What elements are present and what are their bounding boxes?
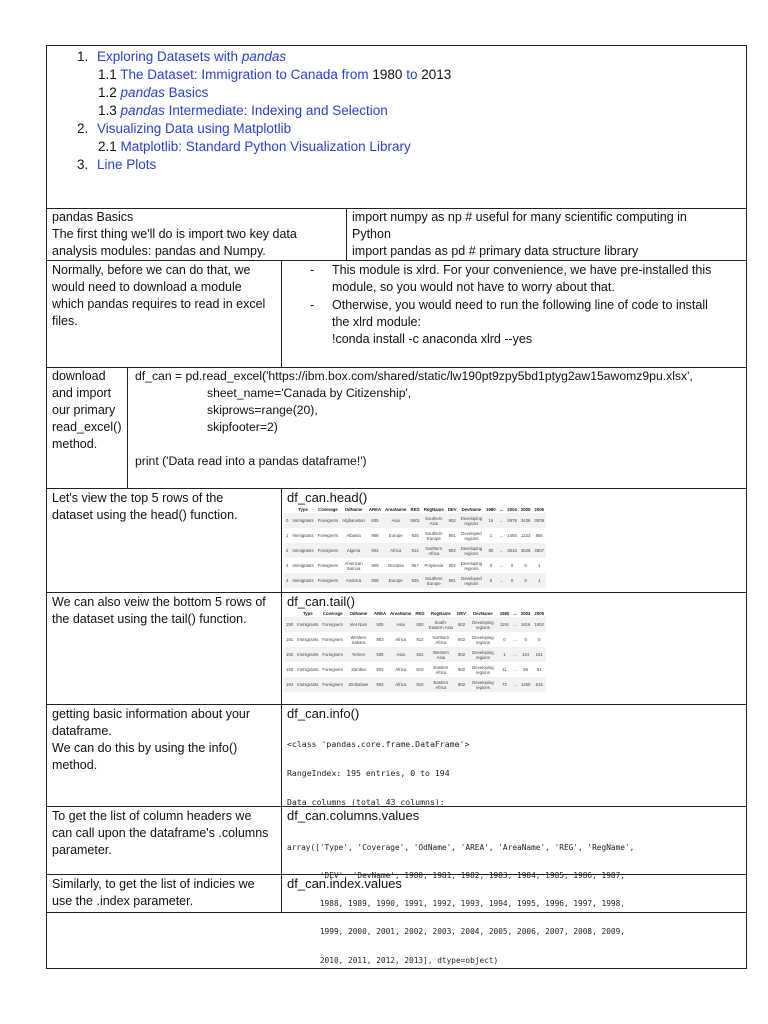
table-cell: Asia [388,647,413,662]
table-cell: 908 [371,533,379,538]
table-row [284,513,546,528]
r4-left-line: Let's view the top 5 rows of the [52,491,224,505]
table-cell: 5501 [408,513,422,528]
table-row [284,558,546,573]
table-header-cell: RegName [423,506,444,512]
table-cell: 902 [457,667,466,672]
table-cell: 4807 [532,543,546,558]
table-cell: Immigrants [295,677,320,692]
table-cell: Polynesia [424,563,444,568]
divider-r5 [46,704,747,705]
r6-left [52,706,250,774]
table-cell: American Samoa [344,560,363,571]
table-cell: ... [498,543,506,558]
table-cell: 72 [498,677,512,692]
head-table-wrap [284,505,546,591]
table-cell: 909 [371,563,379,568]
toc-link-text: Basics [164,85,209,100]
table-cell: Immigrants [292,533,314,538]
table-cell: 615 [532,677,546,692]
r3-left-line: read_excel() [52,420,122,434]
vdivider-r3 [127,367,128,488]
table-header-cell: DEV [457,610,466,616]
toc-link-text: Visualizing Data using Matplotlib [97,121,292,136]
table-cell: Yemen [345,647,372,662]
table-cell: Immigrants [295,617,320,632]
toc-item[interactable] [98,102,388,119]
table-cell: 0 [503,637,506,642]
r3-code-line: sheet_name='Canada by Citizenship', [207,386,412,400]
table-cell: 910 [413,677,426,692]
table-cell: ... [511,647,519,662]
r7-code: df_can.columns.values [287,808,420,823]
toc-item[interactable] [98,84,208,101]
table-cell: Foreigners [322,637,343,642]
r5-left-line: the dataset using the tail() function. [52,612,247,626]
columns-line: 2010, 2011, 2012, 2013], dtype=object) [287,955,499,965]
table-header-cell: AreaName [390,610,412,616]
r8-left-line: use the .index parameter. [52,894,194,908]
r2-left [52,262,265,330]
table-row [284,573,546,588]
table-cell: Southern Europe [425,530,443,541]
table-header-cell: 1980 [499,610,510,616]
table-row [284,543,546,558]
table-cell: Zambia [351,667,366,672]
r6-left-line: We can do this by using the info() [52,741,238,755]
table-cell: 1852 [532,617,546,632]
toc-link-text: 1980 [372,67,403,82]
r2-left-line: Normally, before we can do that, we [52,263,251,277]
columns-output [287,824,634,975]
r3-code-line: skipfooter=2) [207,420,278,434]
toc-link-text: pandas [241,49,287,64]
table-cell: 1450 [507,533,517,538]
table-cell: Immigrants [292,563,314,568]
table-cell: Foreigners [317,533,339,538]
table-header-cell: AreaName [385,506,407,512]
table-cell: 902 [446,543,459,558]
table-cell: 935 [367,513,383,528]
info-line: Data columns (total 43 columns): [287,796,445,805]
table-cell: 903 [367,543,383,558]
r3-code-line: skiprows=range(20), [207,403,318,417]
table-cell: 0 [524,637,527,642]
toc-number: 2. [77,121,89,136]
table-cell: Immigrants [290,573,315,588]
toc-number: 2.1 [98,139,117,154]
table-cell: Albania [346,533,361,538]
columns-line: 1999, 2000, 2001, 2002, 2003, 2004, 2005, 2006, 2007, 2008, 2009, [287,927,625,937]
table-cell: ... [513,667,517,672]
table-cell: 124 [519,647,533,662]
table-cell: 912 [416,637,424,642]
table-cell: Eastern Africa [433,664,449,675]
r8-left-line: Similarly, to get the list of indicies we [52,877,255,891]
table-cell: 1223 [520,533,531,538]
table-cell: Foreigners [320,617,345,632]
table-cell: 0 [524,563,527,568]
table-cell: 902 [457,637,466,642]
table-cell: Developed regions [461,530,482,541]
table-cell: 903 [372,677,388,692]
table-header-row [284,505,546,513]
r2-bullet-line: module, so you would not have to worry about that. [332,280,615,294]
table-cell: Foreigners [320,647,345,662]
table-cell: 11 [502,667,507,672]
table-header-cell: 1980 [486,506,496,512]
table-cell: Developing regions [459,543,485,558]
table-cell: Developed regions [459,573,485,588]
r7-left-line: To get the list of column headers we [52,809,252,823]
r3-left-line: and import [52,386,112,400]
table-cell: 925 [411,533,419,538]
table-cell: Foreigners [322,667,343,672]
toc-link-text: 2013 [421,67,452,82]
divider-r4 [46,592,747,593]
table-cell: ... [499,563,504,568]
table-header-cell: DevName [473,610,493,616]
r1-right-line: import pandas as pd # primary data structure library [352,244,639,258]
table-cell: Immigrants [297,637,319,642]
toc-link-text: The Dataset: Immigration to Canada from [116,67,373,82]
table-cell: South-Eastern Asia [427,617,456,632]
table-cell: 0 [489,563,493,568]
table-cell: 935 [372,617,388,632]
table-cell: Asia [388,617,413,632]
table-cell: 0 [510,563,514,568]
r4-left [52,490,238,524]
table-cell: Immigrants [297,667,319,672]
r2-bullet-line: !conda install -c anaconda xlrd --yes [332,332,533,346]
table-cell: Developing regions [460,560,483,571]
table-cell: 1 [532,573,546,588]
table-cell: 1 [498,647,512,662]
table-cell: 908 [367,573,383,588]
toc-item[interactable] [98,66,451,83]
table-header-cell: 2005 [534,610,544,616]
r2-left-line: files. [52,314,78,328]
table-cell: 3009 [532,513,546,528]
table-cell: Africa [383,543,408,558]
r3-code [135,368,693,470]
columns-line: 1988, 1989, 1990, 1991, 1992, 1993, 1994, 1995, 1996, 1997, 1998, [287,899,625,909]
table-cell: Western Asia [427,647,456,662]
table-header-cell [284,609,295,617]
table-cell: 191 [286,637,294,642]
table-cell: 903 [376,667,384,672]
table-cell: 2 [284,543,290,558]
r2-bullet-line: This module is xlrd. For your convenience, we have pre-installed this [332,263,712,277]
table-header-cell: 2005 [520,506,531,512]
table-cell: ... [511,677,519,692]
toc-item[interactable] [77,156,156,173]
toc-item[interactable] [98,138,411,155]
table-cell: 1 [538,563,541,568]
r2-bullet-1 [332,262,711,296]
r6-left-line: method. [52,758,98,772]
r7-left [52,808,268,859]
table-cell: Afghanistan [340,513,367,528]
table-cell: 920 [413,617,426,632]
table-cell: 80 [484,543,498,558]
r1-left-line: The first thing we'll do is import two key data [52,227,297,241]
table-cell: 192 [284,647,295,662]
table-cell: 3436 [519,513,533,528]
table-cell: 91 [536,667,542,672]
r6-left-line: getting basic information about your [52,707,251,721]
r3-code-line: df_can = pd.read_excel('https://ibm.box.com/shared/static/lw190pt9zpy5bd1ptyg2aw15awomz9pu.xlsx', [135,369,693,383]
tail-table [284,609,546,692]
table-row [284,677,546,692]
toc-link-text: Line Plots [97,157,157,172]
table-header-cell: DEV [447,506,457,512]
table-cell: 1 [489,533,493,538]
r7-left-line: can call upon the dataframe's .columns [52,826,269,840]
table-cell: Foreigners [316,573,341,588]
table-header-cell: ... [513,610,517,616]
toc-link-text: pandas [120,103,165,118]
r1-left [52,209,297,260]
table-cell: 902 [455,617,468,632]
r3-left [52,368,121,453]
toc-link-text: Exploring Datasets with [97,49,242,64]
table-cell: 1191 [498,617,512,632]
r1-right-line: Python [352,227,391,241]
table-cell: Africa [388,677,413,692]
table-row [284,617,546,632]
table-cell: Asia [383,513,408,528]
r5-left [52,594,266,628]
table-header-cell: Type [298,506,308,512]
table-header-cell: OdName [349,610,368,616]
r5-code: df_can.tail() [287,594,355,609]
table-cell: Eastern Africa [427,677,456,692]
table-cell: 4 [284,573,290,588]
toc-link-text: Intermediate: Indexing and Selection [164,103,388,118]
table-cell: Foreigners [317,563,339,568]
table-cell: 0 [519,573,533,588]
table-cell: Africa [395,637,407,642]
table-cell: 3626 [519,543,533,558]
head-table [284,505,546,588]
r4-left-line: dataset using the head() function. [52,508,238,522]
table-cell: Viet Nam [345,617,372,632]
table-cell: Foreigners [316,513,341,528]
r2-bullet-dash-2: - [310,298,315,312]
table-cell: 902 [455,677,468,692]
table-cell: Developing regions [459,513,485,528]
r1-right-line: import numpy as np # useful for many scientific computing in [352,210,687,224]
table-cell: Foreigners [316,543,341,558]
table-row [284,662,546,677]
table-cell: 957 [411,563,419,568]
table-cell: 1450 [519,677,533,692]
table-cell: Europe [383,573,408,588]
r4-code: df_can.head() [287,490,368,505]
table-cell: Oceania [387,563,404,568]
r2-bullet-line: the xlrd module: [332,315,421,329]
table-cell: Northern Africa [422,543,446,558]
table-cell: 910 [416,667,424,672]
table-cell: Developing regions [472,634,494,645]
table-cell: Developing regions [468,647,498,662]
table-cell: Immigrants [295,647,320,662]
vdivider-r4-r8 [281,488,282,912]
table-cell: ... [498,573,506,588]
toc-item[interactable] [77,120,291,137]
table-cell: 902 [455,647,468,662]
toc-number: 1.2 [98,85,117,100]
table-cell: 901 [446,573,459,588]
r3-print-line: print ('Data read into a pandas dataframe!') [135,454,367,468]
table-cell: 901 [448,533,456,538]
r2-bullet-2 [332,297,708,348]
table-header-cell: 2004 [520,610,531,616]
r2-bullet-dash-1: - [310,263,315,277]
table-cell: 193 [286,667,294,672]
table-cell: Europe [388,533,403,538]
table-cell: 1816 [519,617,533,632]
table-header-row [284,609,546,617]
table-header-cell: OdName [344,506,363,512]
table-cell: 0 [505,573,519,588]
table-cell: Northern Africa [432,634,450,645]
table-cell: 16 [484,513,498,528]
r2-left-line: which pandas requires to read in excel [52,297,266,311]
columns-line: 'DEV', 'DevName', 1980, 1981, 1982, 1983, 1984, 1985, 1986, 1987, [287,871,625,881]
table-header-cell: AREA [373,610,387,616]
table-cell: 1 [286,533,289,538]
table-row [284,632,546,647]
table-cell: Africa [395,667,407,672]
table-cell: 56 [523,667,529,672]
table-cell: 922 [413,647,426,662]
vdivider-r1 [346,208,347,260]
toc-item[interactable] [77,48,286,65]
table-cell: ... [499,533,504,538]
table-cell: Foreigners [320,677,345,692]
table-header-cell: 2006 [534,506,544,512]
toc-number: 1. [77,49,89,64]
divider-r3 [46,488,747,489]
table-cell: 912 [408,543,422,558]
table-cell: 856 [535,533,543,538]
table-cell: 194 [284,677,295,692]
toc-number: 1.3 [98,103,117,118]
columns-line: array(['Type', 'Coverage', 'OdName', 'AREA', 'AreaName', 'REG', 'RegName', [287,842,635,852]
r2-bullet-line: Otherwise, you would need to run the following line of code to install [332,298,708,312]
table-row [284,528,546,543]
table-cell: Developing regions [468,677,498,692]
table-header-cell: REG [415,610,425,616]
table-cell: Southern Europe [422,573,446,588]
r6-left-line: dataframe. [52,724,112,738]
r6-code: df_can.info() [287,706,360,721]
info-line: <class 'pandas.core.frame.DataFrame'> [287,739,470,750]
info-output [287,721,469,805]
divider-r1 [46,260,747,261]
r1-right [352,209,687,260]
r8-code: df_can.index.values [287,876,402,891]
table-header-cell: RegName [430,610,451,616]
r2-left-line: would need to download a module [52,280,242,294]
table-row [284,647,546,662]
r5-left-line: We can also veiw the bottom 5 rows of [52,595,266,609]
table-cell: 190 [284,617,295,632]
table-cell: Southern Asia [422,513,446,528]
table-cell: 161 [532,647,546,662]
table-cell: ... [513,637,517,642]
table-cell: Algeria [340,543,367,558]
vdivider-r2 [281,260,282,367]
toc-number: 3. [77,157,89,172]
table-cell: 0 [484,573,498,588]
toc-link-text: pandas [120,85,165,100]
tail-table-wrap [284,609,546,703]
r7-left-line: parameter. [52,843,112,857]
table-cell: Developing regions [472,664,494,675]
table-header-cell: 2004 [507,506,517,512]
table-cell: 3 [286,563,289,568]
table-cell: 902 [446,513,459,528]
table-header-cell: Coverage [318,506,338,512]
table-header-cell: Type [302,610,313,616]
table-cell: Immigrants [290,513,315,528]
table-header-cell: REG [410,506,420,512]
table-cell: 902 [448,563,456,568]
table-cell: 925 [408,573,422,588]
table-cell: 2978 [505,513,519,528]
table-cell: ... [511,617,519,632]
table-cell: ... [498,513,506,528]
table-cell: Immigrants [290,543,315,558]
table-cell: 935 [372,647,388,662]
r3-left-line: download [52,369,106,383]
toc-link-text: Matplotlib: Standard Python Visualization Library [116,139,411,154]
table-cell: 0 [284,513,290,528]
table-header-cell: AREA [368,506,382,512]
table-header-cell: DevName [461,506,482,512]
table-cell: Western Sahara [350,634,367,645]
info-line: RangeIndex: 195 entries, 0 to 194 [287,767,450,778]
toc-link-text: to [402,67,422,82]
table-cell: 903 [376,637,384,642]
table-cell: Developing regions [468,617,498,632]
r8-left [52,876,255,910]
r1-left-line: analysis modules: pandas and Numpy. [52,244,266,258]
table-header-cell: Coverage [322,610,343,616]
r1-left-line: pandas Basics [52,210,134,224]
toc-number: 1.1 [98,67,117,82]
table-cell: 3616 [505,543,519,558]
table-cell: 0 [538,637,541,642]
table-cell: Andorra [340,573,367,588]
r3-left-line: our primary [52,403,116,417]
table-header-cell: ... [499,506,504,512]
table-cell: Zimbabwe [345,677,372,692]
r3-left-line: method. [52,437,98,451]
